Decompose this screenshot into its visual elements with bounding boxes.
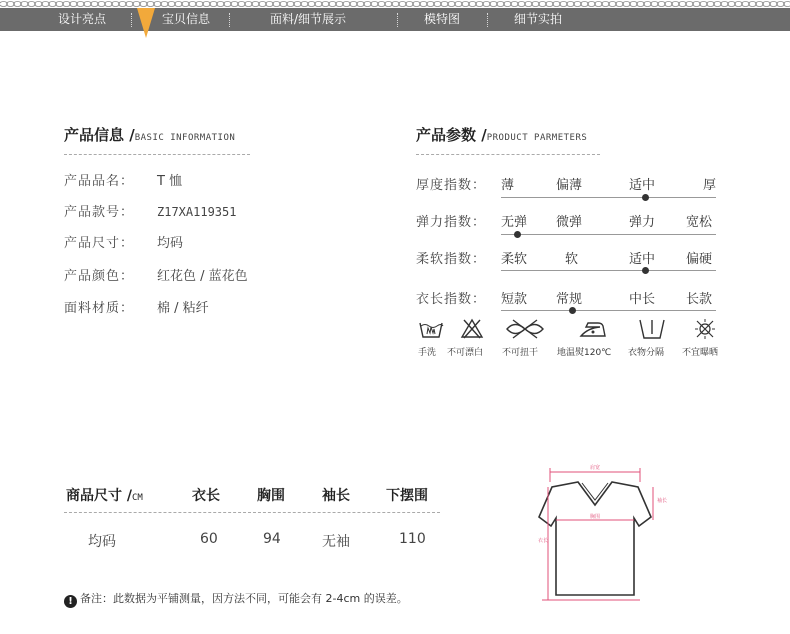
param-label-thickness: 厚度指数： [416,178,487,193]
care-label: 地温熨120℃ [557,348,612,358]
param-option: 宽松 [686,215,713,230]
iron-low-icon [578,318,608,340]
info-label: 面料材质： [64,301,135,316]
info-value: T 恤 [157,174,183,189]
shirt-outline [539,482,651,595]
nav-item-model-photos[interactable]: 模特图 [424,12,461,26]
param-selected-dot [642,194,649,201]
size-table-header-sleeve: 袖长 [322,488,350,504]
info-row-size [64,232,183,251]
param-selected-dot [642,267,649,274]
info-value: Z17XA119351 [157,205,237,219]
param-option: 偏薄 [556,178,583,193]
chest-label: 胸围 [589,514,601,520]
care-label: 不宜曝晒 [682,348,719,358]
info-row-material [64,297,209,316]
care-label: 衣物分隔 [628,348,665,358]
info-label: 产品品名： [64,174,135,189]
param-option: 常规 [556,292,583,307]
param-option: 无弹 [501,215,528,230]
param-option: 弹力 [629,215,656,230]
info-value: 红花色 / 蓝花色 [157,269,248,284]
nav-bar [0,8,790,31]
param-option: 软 [565,252,579,267]
size-table-header-chest: 胸围 [257,488,285,504]
sleeve-label: 袖长 [657,498,668,504]
nav-item-detail-shots[interactable]: 细节实拍 [514,12,563,26]
info-value: 棉 / 粘纤 [157,301,209,316]
param-label-elasticity: 弹力指数： [416,215,487,230]
separate-wash-icon [638,318,666,340]
product-params-title [416,124,587,145]
hand-wash-icon [418,318,444,340]
exclamation-icon: ! [64,595,77,608]
param-option: 柔软 [501,252,528,267]
active-nav-marker [137,8,155,38]
param-scale-line [501,197,716,198]
size-cell: 均码 [88,534,116,550]
measurement-note [64,590,408,608]
param-label-length: 衣长指数： [416,292,487,307]
note-text: 备注：此数据为平铺测量，因方法不同，可能会有 2-4cm 的误差。 [80,592,408,605]
info-row-name [64,170,182,189]
product-info-title [64,124,235,145]
size-unit: CM [132,493,143,503]
param-option: 微弹 [556,215,583,230]
param-scale-line [501,234,716,235]
nav-item-fabric-details[interactable]: 面料/细节展示 [270,12,347,26]
product-params-title-text: 产品参数 / [416,126,487,144]
no-bleach-icon [460,318,484,340]
care-label: 不可扭干 [502,348,539,358]
size-cell: 110 [399,531,426,547]
no-wring-icon [505,318,545,340]
param-option: 适中 [629,252,656,267]
no-sun-dry-icon [694,318,716,340]
shoulder-label: 肩宽 [589,465,601,471]
info-row-style-no [64,201,236,220]
size-cell: 无袖 [322,534,350,550]
nav-separator [229,13,230,27]
size-table-header-size [66,485,143,505]
divider [64,154,250,155]
nav-separator [487,13,488,27]
param-option: 中长 [629,292,656,307]
param-option: 厚 [703,178,717,193]
param-scale-line [501,310,716,311]
nav-separator [131,13,132,27]
garment-measure-diagram [520,460,670,610]
param-selected-dot [569,307,576,314]
param-option: 薄 [501,178,515,193]
divider [416,154,600,155]
param-selected-dot [514,231,521,238]
param-scale-line [501,270,716,271]
param-option: 长款 [686,292,713,307]
nav-item-design-highlights[interactable]: 设计亮点 [58,12,107,26]
size-cell: 94 [263,531,281,547]
product-params-title-en: PRODUCT PARMETERS [486,133,588,143]
product-info-title-en: BASIC INFORMATION [134,133,236,143]
info-value: 均码 [157,236,184,251]
param-option: 短款 [501,292,528,307]
info-label: 产品颜色： [64,269,135,284]
size-table-header-length: 衣长 [192,488,220,504]
top-decoration [0,0,790,8]
info-label: 产品尺寸： [64,236,135,251]
product-info-title-text: 产品信息 / [64,126,135,144]
nav-item-product-info[interactable]: 宝贝信息 [162,12,211,26]
param-option: 适中 [629,178,656,193]
divider [64,512,440,513]
care-label: 手洗 [418,348,437,358]
care-label: 不可漂白 [447,348,484,358]
size-table-header-hem: 下摆围 [386,488,428,504]
size-cell: 60 [200,531,218,547]
param-label-softness: 柔软指数： [416,252,487,267]
size-header-text: 商品尺寸 / [66,488,132,504]
length-label: 衣长 [538,538,549,544]
info-label: 产品款号： [64,205,135,220]
nav-separator [397,13,398,27]
info-row-color [64,265,248,284]
param-option: 偏硬 [686,252,713,267]
